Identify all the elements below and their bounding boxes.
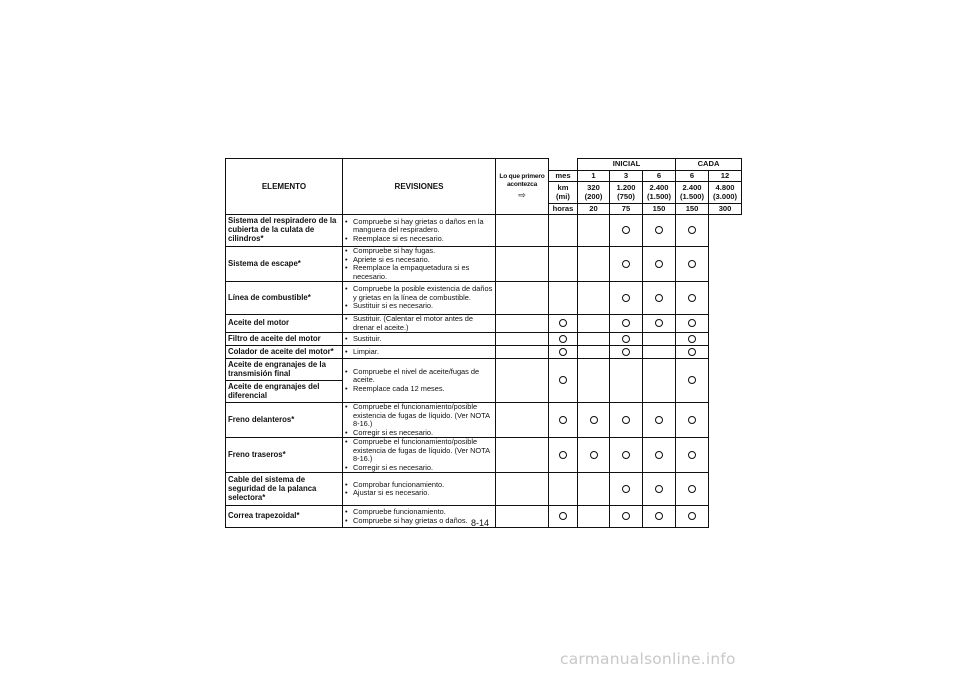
check-circle-icon xyxy=(688,485,696,493)
unit-value: 320 (200) xyxy=(578,182,610,204)
interval-cell xyxy=(610,315,643,333)
table-row xyxy=(226,215,742,247)
revision-item: • Sustituir. (Calentar el motor antes de drenar el aceite.) xyxy=(345,315,493,332)
element-name: Aceite de engranajes de la transmisión final xyxy=(226,359,343,381)
interval-cell xyxy=(676,333,709,346)
interval-cell xyxy=(549,315,578,333)
check-circle-icon xyxy=(559,416,567,424)
watermark: carmanualsonline.info xyxy=(560,650,736,668)
maintenance-table xyxy=(225,158,742,528)
interval-cell xyxy=(676,215,709,247)
revision-item: • Reemplace cada 12 meses. xyxy=(345,385,493,394)
interval-cell xyxy=(578,473,610,506)
revision-item: • Limpiar. xyxy=(345,348,493,357)
revisions-cell xyxy=(343,282,496,315)
interval-cell xyxy=(578,215,610,247)
check-circle-icon xyxy=(622,451,630,459)
table-row xyxy=(226,359,742,381)
unit-value: 75 xyxy=(610,204,643,215)
blank-cell xyxy=(496,282,549,315)
revision-item: • Compruebe la posible existencia de daños y grietas en la línea de combustible. xyxy=(345,285,493,302)
check-circle-icon xyxy=(688,348,696,356)
unit-value: 2.400 (1.500) xyxy=(643,182,676,204)
check-circle-icon xyxy=(688,294,696,302)
unit-value: 150 xyxy=(643,204,676,215)
check-circle-icon xyxy=(559,348,567,356)
element-name: Cable del sistema de seguridad de la palanca selectora* xyxy=(226,473,343,506)
unit-value: 12 xyxy=(709,171,742,182)
revision-item: • Reemplace la empaquetadura si es necesario. xyxy=(345,264,493,281)
interval-cell xyxy=(578,359,610,403)
element-name: Aceite del motor xyxy=(226,315,343,333)
interval-cell xyxy=(643,473,676,506)
revision-item: • Corregir si es necesario. xyxy=(345,464,493,473)
interval-cell xyxy=(610,346,643,359)
revision-item: • Sustituir. xyxy=(345,335,493,344)
unit-label: km (mi) xyxy=(549,182,578,204)
unit-value: 300 xyxy=(709,204,742,215)
interval-cell xyxy=(676,359,709,403)
blank-cell xyxy=(496,359,549,403)
interval-cell xyxy=(676,247,709,282)
element-name: Sistema de escape* xyxy=(226,247,343,282)
revision-list xyxy=(345,247,493,281)
revision-item: • Reemplace si es necesario. xyxy=(345,235,493,244)
interval-cell xyxy=(643,282,676,315)
check-circle-icon xyxy=(590,416,598,424)
revision-list xyxy=(345,438,493,472)
unit-value: 1.200 (750) xyxy=(610,182,643,204)
element-name: Colador de aceite del motor* xyxy=(226,346,343,359)
interval-cell xyxy=(643,333,676,346)
interval-cell xyxy=(610,247,643,282)
table-row xyxy=(226,473,742,506)
header-inicial: INICIAL xyxy=(578,159,676,171)
revisions-cell xyxy=(343,403,496,438)
element-name: Freno traseros* xyxy=(226,438,343,473)
revision-list xyxy=(345,335,493,344)
unit-value: 150 xyxy=(676,204,709,215)
table-row xyxy=(226,403,742,438)
check-circle-icon xyxy=(655,260,663,268)
check-circle-icon xyxy=(622,348,630,356)
unit-value: 6 xyxy=(643,171,676,182)
revision-item: • Compruebe el nivel de aceite/fugas de aceite. xyxy=(345,368,493,385)
unit-value: 20 xyxy=(578,204,610,215)
header-blank xyxy=(549,159,578,171)
revision-item: • Compruebe si hay grietas o daños en la manguera del respiradero. xyxy=(345,218,493,235)
interval-cell xyxy=(643,215,676,247)
revisions-cell xyxy=(343,333,496,346)
revision-list xyxy=(345,315,493,332)
revision-list xyxy=(345,218,493,244)
interval-cell xyxy=(578,315,610,333)
revision-item: • Ajustar si es necesario. xyxy=(345,489,493,498)
check-circle-icon xyxy=(590,451,598,459)
revisions-cell xyxy=(343,438,496,473)
element-name: Freno delanteros* xyxy=(226,403,343,438)
interval-cell xyxy=(549,403,578,438)
check-circle-icon xyxy=(622,485,630,493)
interval-cell xyxy=(578,333,610,346)
interval-cell xyxy=(549,215,578,247)
interval-cell xyxy=(578,403,610,438)
check-circle-icon xyxy=(559,376,567,384)
check-circle-icon xyxy=(688,226,696,234)
check-circle-icon xyxy=(655,485,663,493)
element-name: Filtro de aceite del motor xyxy=(226,333,343,346)
interval-cell xyxy=(549,333,578,346)
check-circle-icon xyxy=(688,416,696,424)
interval-cell xyxy=(578,247,610,282)
header-elemento: ELEMENTO xyxy=(226,159,343,215)
interval-cell xyxy=(643,247,676,282)
header-first-occurrence xyxy=(496,159,549,215)
blank-cell xyxy=(496,315,549,333)
check-circle-icon xyxy=(655,319,663,327)
revisions-cell xyxy=(343,215,496,247)
unit-value: 3 xyxy=(610,171,643,182)
revision-item: • Compruebe el funcionamiento/posible existencia de fugas de líquido. (Ver NOTA 8-16.) xyxy=(345,403,493,429)
interval-cell xyxy=(643,359,676,403)
interval-cell xyxy=(610,333,643,346)
check-circle-icon xyxy=(559,319,567,327)
revision-list xyxy=(345,481,493,498)
interval-cell xyxy=(549,438,578,473)
interval-cell xyxy=(549,247,578,282)
check-circle-icon xyxy=(688,319,696,327)
check-circle-icon xyxy=(622,416,630,424)
first-occurrence-label: Lo que primero acontezca xyxy=(499,172,545,188)
interval-cell xyxy=(578,346,610,359)
revisions-cell xyxy=(343,346,496,359)
revision-item: • Compruebe el funcionamiento/posible existencia de fugas de líquido. (Ver NOTA 8-16.) xyxy=(345,438,493,464)
element-name: Sistema del respiradero de la cubierta de la culata de cilindros* xyxy=(226,215,343,247)
interval-cell xyxy=(676,315,709,333)
interval-cell xyxy=(643,403,676,438)
blank-cell xyxy=(496,438,549,473)
table-row xyxy=(226,247,742,282)
element-name: Línea de combustible* xyxy=(226,282,343,315)
check-circle-icon xyxy=(688,451,696,459)
revision-item: • Compruebe funcionamiento. xyxy=(345,508,493,517)
interval-cell xyxy=(578,282,610,315)
revision-item: • Apriete si es necesario. xyxy=(345,256,493,265)
interval-cell xyxy=(610,359,643,403)
blank-cell xyxy=(496,247,549,282)
header-cada: CADA xyxy=(676,159,742,171)
interval-cell xyxy=(610,438,643,473)
interval-cell xyxy=(610,282,643,315)
table-row xyxy=(226,282,742,315)
interval-cell xyxy=(643,438,676,473)
revision-item: • Compruebe si hay fugas. xyxy=(345,247,493,256)
table-row xyxy=(226,333,742,346)
check-circle-icon xyxy=(622,335,630,343)
page-number: 8-14 xyxy=(470,518,489,528)
interval-cell xyxy=(676,403,709,438)
interval-cell xyxy=(676,438,709,473)
interval-cell xyxy=(549,473,578,506)
blank-cell xyxy=(496,346,549,359)
interval-cell xyxy=(610,403,643,438)
header-revisiones: REVISIONES xyxy=(343,159,496,215)
interval-cell xyxy=(676,346,709,359)
blank-cell xyxy=(496,333,549,346)
unit-label: mes xyxy=(549,171,578,182)
revision-item: • Corregir si es necesario. xyxy=(345,429,493,438)
revision-list xyxy=(345,403,493,437)
unit-value: 1 xyxy=(578,171,610,182)
check-circle-icon xyxy=(559,335,567,343)
right-arrow-icon: ⇨ xyxy=(518,189,526,200)
unit-label: horas xyxy=(549,204,578,215)
interval-cell xyxy=(549,359,578,403)
table-row xyxy=(226,346,742,359)
table-row xyxy=(226,315,742,333)
check-circle-icon xyxy=(622,294,630,302)
check-circle-icon xyxy=(559,451,567,459)
blank-cell xyxy=(496,215,549,247)
check-circle-icon xyxy=(655,451,663,459)
revision-item: • Compruebe si hay grietas o daños. xyxy=(345,517,493,526)
check-circle-icon xyxy=(655,416,663,424)
revisions-cell xyxy=(343,473,496,506)
check-circle-icon xyxy=(622,226,630,234)
unit-value: 4.800 (3.000) xyxy=(709,182,742,204)
check-circle-icon xyxy=(655,226,663,234)
unit-value: 2.400 (1.500) xyxy=(676,182,709,204)
table-row xyxy=(226,438,742,473)
interval-cell xyxy=(610,473,643,506)
interval-cell xyxy=(643,346,676,359)
interval-cell xyxy=(643,315,676,333)
revision-list xyxy=(345,285,493,311)
revisions-cell xyxy=(343,247,496,282)
interval-cell xyxy=(676,473,709,506)
blank-cell xyxy=(496,403,549,438)
check-circle-icon xyxy=(655,294,663,302)
interval-cell xyxy=(578,438,610,473)
check-circle-icon xyxy=(622,319,630,327)
interval-cell xyxy=(549,282,578,315)
unit-value: 6 xyxy=(676,171,709,182)
check-circle-icon xyxy=(688,335,696,343)
revision-item: • Comprobar funcionamiento. xyxy=(345,481,493,490)
check-circle-icon xyxy=(622,260,630,268)
check-circle-icon xyxy=(688,376,696,384)
revision-list xyxy=(345,348,493,357)
revisions-cell xyxy=(343,315,496,333)
element-name: Aceite de engranajes del diferencial xyxy=(226,381,343,403)
blank-cell xyxy=(496,473,549,506)
revision-list xyxy=(345,368,493,394)
revision-item: • Sustituir si es necesario. xyxy=(345,302,493,311)
interval-cell xyxy=(610,215,643,247)
interval-cell xyxy=(549,346,578,359)
revisions-cell xyxy=(343,359,496,403)
element-name: Correa trapezoidal* xyxy=(226,506,343,528)
check-circle-icon xyxy=(688,260,696,268)
interval-cell xyxy=(676,282,709,315)
